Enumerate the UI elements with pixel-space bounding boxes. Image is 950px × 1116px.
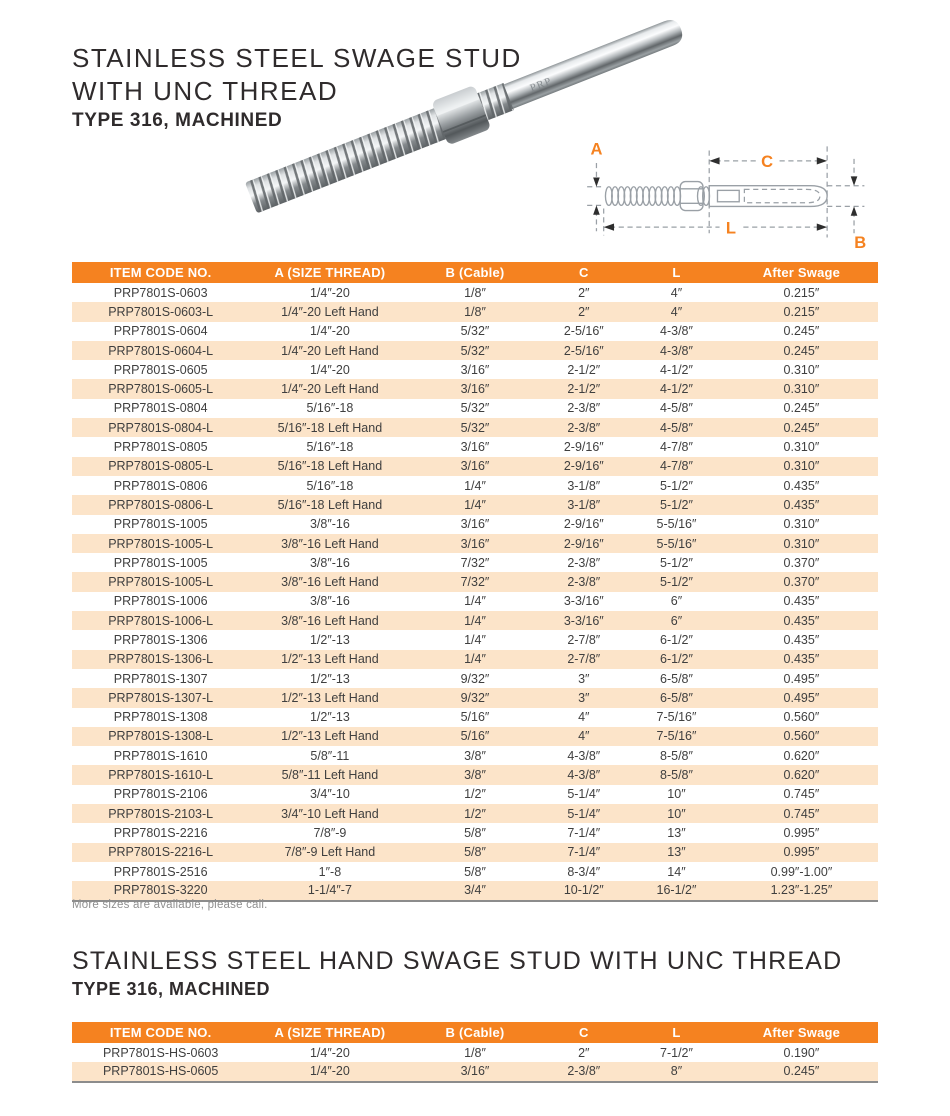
table-cell: 3/16″ xyxy=(460,1064,490,1079)
table-row xyxy=(72,1043,878,1062)
column-header: A (SIZE THREAD) xyxy=(249,1022,410,1043)
table-cell: 6″ xyxy=(670,594,683,609)
table-cell: 2-3/8″ xyxy=(567,401,601,416)
table-cell: 3/4″ xyxy=(464,883,486,898)
table-row xyxy=(72,611,878,630)
table-cell: 0.370″ xyxy=(783,575,820,590)
table-row xyxy=(72,572,878,591)
table-cell: PRP7801S-0604 xyxy=(113,324,208,339)
table-cell: 1/2″-13 xyxy=(309,710,350,725)
table-cell: 3/8″-16 Left Hand xyxy=(281,575,379,590)
table-cell: PRP7801S-0603 xyxy=(113,285,208,300)
table-cell: 4″ xyxy=(670,304,683,319)
table-cell: 8-5/8″ xyxy=(660,768,693,783)
table-cell: 13″ xyxy=(667,845,686,860)
table-cell: 9/32″ xyxy=(460,671,490,686)
table-cell: 1/2″ xyxy=(464,787,486,802)
table-cell: 5/16″-18 xyxy=(306,478,354,493)
table-cell: 3/8″ xyxy=(464,768,486,783)
table-cell: 7/32″ xyxy=(460,555,490,570)
table-cell: 3/16″ xyxy=(460,382,490,397)
table-cell: 3-1/8″ xyxy=(567,497,601,512)
table-cell: 0.245″ xyxy=(783,1064,820,1079)
table-cell: 4-1/2″ xyxy=(660,382,693,397)
table-cell: 4-5/8″ xyxy=(660,401,693,416)
table-cell: 0.245″ xyxy=(783,420,820,435)
dimension-diagram xyxy=(583,136,883,252)
table-row xyxy=(72,727,878,746)
table-cell: PRP7801S-0804 xyxy=(113,401,208,416)
table-cell: 5/16″ xyxy=(460,710,490,725)
table-row xyxy=(72,862,878,881)
table-cell: 0.560″ xyxy=(783,729,820,744)
table-cell: 0.99″-1.00″ xyxy=(770,864,833,879)
table-cell: 2″ xyxy=(578,1045,590,1060)
table-cell: 4-3/8″ xyxy=(567,768,601,783)
section2-title-block xyxy=(72,946,842,1001)
table-cell: 0.435″ xyxy=(783,497,820,512)
more-sizes-note: More sizes are available, please call. xyxy=(72,899,268,911)
table-cell: 0.435″ xyxy=(783,594,820,609)
dim-label-b: B xyxy=(854,232,867,252)
table-cell: 5-1/4″ xyxy=(567,787,601,802)
table-cell: 3/16″ xyxy=(460,536,490,551)
table-cell: 4-7/8″ xyxy=(660,459,693,474)
table-cell: 2-9/16″ xyxy=(563,536,604,551)
table-cell: 1/4″ xyxy=(464,594,486,609)
table-cell: 0.215″ xyxy=(783,304,820,319)
page-subtitle: TYPE 316, MACHINED xyxy=(72,110,283,131)
table-cell: 2-5/16″ xyxy=(563,324,604,339)
table-row xyxy=(72,650,878,669)
table-cell: 0.745″ xyxy=(783,787,820,802)
table-cell: 5/8″-11 Left Hand xyxy=(281,768,379,783)
table-cell: PRP7801S-HS-0605 xyxy=(102,1064,219,1079)
diagram-threaded-rod xyxy=(605,187,709,206)
table-cell: 0.310″ xyxy=(783,382,820,397)
table-cell: 0.435″ xyxy=(783,613,820,628)
table-cell: PRP7801S-0805 xyxy=(113,440,208,455)
table-cell: PRP7801S-1005 xyxy=(113,555,208,570)
table-cell: 2-3/8″ xyxy=(567,575,601,590)
table-cell: 4″ xyxy=(578,710,590,725)
table-header-row xyxy=(72,1022,878,1043)
table-cell: 1″-8 xyxy=(318,864,342,879)
table-cell: 2-7/8″ xyxy=(567,632,601,647)
column-header: C xyxy=(539,1022,628,1043)
table-cell: PRP7801S-HS-0603 xyxy=(102,1045,219,1060)
table-cell: 1/4″ xyxy=(464,478,486,493)
table-cell: 5/16″-18 Left Hand xyxy=(277,420,383,435)
table-cell: 2-5/16″ xyxy=(563,343,604,358)
table-cell: 3/16″ xyxy=(460,517,490,532)
table-cell: PRP7801S-1308-L xyxy=(108,729,214,744)
table-cell: 8″ xyxy=(670,1064,683,1079)
table-cell: 4-3/8″ xyxy=(660,343,693,358)
table-cell: 0.245″ xyxy=(783,343,820,358)
dim-label-a: A xyxy=(590,139,603,159)
table-cell: 2″ xyxy=(578,304,590,319)
table-cell: 1/4″ xyxy=(464,652,486,667)
table-cell: 1/4″-20 Left Hand xyxy=(281,382,379,397)
table-cell: 1/2″ xyxy=(464,806,486,821)
table-cell: 2-3/8″ xyxy=(567,420,601,435)
table-row xyxy=(72,630,878,649)
table-cell: 0.215″ xyxy=(783,285,820,300)
table-cell: 1/4″-20 Left Hand xyxy=(281,304,379,319)
table-cell: 0.620″ xyxy=(783,768,820,783)
table-cell: PRP7801S-0605-L xyxy=(108,382,214,397)
column-header: L xyxy=(628,1022,725,1043)
stamp-text: PRP xyxy=(528,75,554,95)
section2-title: STAINLESS STEEL HAND SWAGE STUD WITH UNC THREAD xyxy=(72,947,843,975)
table-cell: 3/8″-16 xyxy=(309,517,350,532)
table-cell: 7-1/2″ xyxy=(660,1045,693,1060)
table-row xyxy=(72,341,878,360)
dim-label-l: L xyxy=(725,218,736,238)
table-cell: 1/4″ xyxy=(464,497,486,512)
column-header: B (Cable) xyxy=(411,1022,540,1043)
table-cell: 3/8″-16 Left Hand xyxy=(281,613,379,628)
table-cell: 3/8″-16 xyxy=(309,594,350,609)
table-row xyxy=(72,360,878,379)
table-cell: 0.995″ xyxy=(783,825,820,840)
table-cell: 5-1/2″ xyxy=(660,575,693,590)
table-cell: 0.370″ xyxy=(783,555,820,570)
table-cell: 1/8″ xyxy=(464,304,486,319)
page-title-line2: WITH UNC THREAD xyxy=(72,76,339,106)
table-cell: 5-5/16″ xyxy=(656,536,697,551)
table-cell: 4-7/8″ xyxy=(660,440,693,455)
table-row xyxy=(72,1062,878,1081)
table-cell: 5/16″-18 Left Hand xyxy=(277,459,383,474)
table-cell: PRP7801S-0806-L xyxy=(108,497,214,512)
table-cell: 1/4″-20 xyxy=(309,362,350,377)
table-row xyxy=(72,437,878,456)
table-cell: 2-7/8″ xyxy=(567,652,601,667)
table-cell: 0.560″ xyxy=(783,710,820,725)
table-cell: 2-1/2″ xyxy=(567,362,601,377)
table-cell: 3-1/8″ xyxy=(567,478,601,493)
table-row xyxy=(72,379,878,398)
table-cell: PRP7801S-0804-L xyxy=(108,420,214,435)
table-cell: 10″ xyxy=(667,806,686,821)
table-cell: PRP7801S-1307 xyxy=(113,671,208,686)
table-row xyxy=(72,592,878,611)
table-cell: 8-5/8″ xyxy=(660,748,693,763)
table-cell: 0.310″ xyxy=(783,440,820,455)
table-cell: 1/4″-20 xyxy=(309,324,350,339)
table-cell: 0.745″ xyxy=(783,806,820,821)
table-cell: 14″ xyxy=(667,864,686,879)
table-cell: 1/8″ xyxy=(464,1045,486,1060)
table-cell: 3/8″-16 Left Hand xyxy=(281,536,379,551)
table-cell: 1/4″ xyxy=(464,613,486,628)
table-row xyxy=(72,765,878,784)
table-cell: PRP7801S-0604-L xyxy=(108,343,214,358)
table-cell: 2-9/16″ xyxy=(563,440,604,455)
table-cell: 2″ xyxy=(578,285,590,300)
table-row xyxy=(72,515,878,534)
table-row xyxy=(72,399,878,418)
table-cell: 4″ xyxy=(670,285,683,300)
table-cell: 3/8″ xyxy=(464,748,486,763)
table-cell: 3/4″-10 xyxy=(309,787,350,802)
table-cell: 4-3/8″ xyxy=(660,324,693,339)
table-cell: PRP7801S-0605 xyxy=(113,362,208,377)
table-cell: 2-3/8″ xyxy=(567,1064,601,1079)
table-row xyxy=(72,708,878,727)
table-cell: 3/8″-16 xyxy=(309,555,350,570)
table-row xyxy=(72,804,878,823)
table-cell: PRP7801S-2106 xyxy=(113,787,208,802)
table-cell: 0.495″ xyxy=(783,690,820,705)
table-row xyxy=(72,553,878,572)
table-cell: 3/16″ xyxy=(460,440,490,455)
table-row xyxy=(72,495,878,514)
table-cell: 4-5/8″ xyxy=(660,420,693,435)
table-cell: 1/4″-20 Left Hand xyxy=(281,343,379,358)
table-cell: 7-1/4″ xyxy=(567,825,601,840)
table-cell: 7-1/4″ xyxy=(567,845,601,860)
table-cell: PRP7801S-1006-L xyxy=(108,613,214,628)
column-header: After Swage xyxy=(725,262,878,283)
table-cell: 5-1/2″ xyxy=(660,497,693,512)
table-cell: 1/4″-20 xyxy=(309,1064,350,1079)
table-cell: PRP7801S-1006 xyxy=(113,594,208,609)
table-cell: 1-1/4″-7 xyxy=(307,883,352,898)
table-cell: 1/4″ xyxy=(464,632,486,647)
table-row xyxy=(72,785,878,804)
table-cell: 0.245″ xyxy=(783,401,820,416)
table-cell: 1/2″-13 xyxy=(309,671,350,686)
table-cell: 0.435″ xyxy=(783,478,820,493)
table-row xyxy=(72,669,878,688)
column-header: A (SIZE THREAD) xyxy=(249,262,410,283)
table-cell: 5/32″ xyxy=(460,343,490,358)
section2-subtitle: TYPE 316, MACHINED xyxy=(72,979,271,999)
table-cell: 3″ xyxy=(578,671,590,686)
table-cell: PRP7801S-0806 xyxy=(113,478,208,493)
table-cell: 2-9/16″ xyxy=(563,459,604,474)
table-cell: 3-3/16″ xyxy=(563,594,604,609)
table-cell: 5-1/2″ xyxy=(660,555,693,570)
table-cell: 5/16″ xyxy=(460,729,490,744)
column-header: ITEM CODE NO. xyxy=(72,1022,249,1043)
table-row xyxy=(72,418,878,437)
table-cell: 3/16″ xyxy=(460,459,490,474)
page-title-line1: STAINLESS STEEL SWAGE STUD xyxy=(72,43,522,73)
table-cell: 1/2″-13 xyxy=(309,632,350,647)
swage-stud-spec-table xyxy=(72,262,878,902)
table-cell: 7/8″-9 Left Hand xyxy=(284,845,376,860)
table-cell: 4″ xyxy=(578,729,590,744)
table-cell: 6-5/8″ xyxy=(660,690,693,705)
table-cell: 5/32″ xyxy=(460,420,490,435)
table-cell: 5/8″ xyxy=(464,845,486,860)
table-row xyxy=(72,534,878,553)
table-cell: 1/4″-20 xyxy=(309,285,350,300)
table-cell: PRP7801S-3220 xyxy=(113,883,208,898)
table-cell: 7-5/16″ xyxy=(656,710,697,725)
table-cell: 5/16″-18 xyxy=(306,401,354,416)
table-cell: PRP7801S-1306 xyxy=(113,632,208,647)
table-cell: 16-1/2″ xyxy=(656,883,697,898)
table-row xyxy=(72,843,878,862)
diagram-nut xyxy=(680,182,703,211)
table-cell: PRP7801S-1610 xyxy=(113,748,208,763)
table-cell: 5/16″-18 Left Hand xyxy=(277,497,383,512)
table-cell: 1/2″-13 Left Hand xyxy=(281,690,379,705)
table-cell: 0.190″ xyxy=(783,1045,820,1060)
table-cell: 0.310″ xyxy=(783,536,820,551)
table-cell: PRP7801S-1005 xyxy=(113,517,208,532)
table-row xyxy=(72,476,878,495)
table-cell: 3/4″-10 Left Hand xyxy=(281,806,379,821)
hand-swage-stud-spec-table xyxy=(72,1022,878,1083)
table-cell: 0.245″ xyxy=(783,324,820,339)
table-row xyxy=(72,746,878,765)
table-cell: 2-1/2″ xyxy=(567,382,601,397)
table-cell: 5-1/2″ xyxy=(660,478,693,493)
table-row xyxy=(72,457,878,476)
table-cell: PRP7801S-2216 xyxy=(113,825,208,840)
table-cell: PRP7801S-1306-L xyxy=(108,652,214,667)
dim-label-c: C xyxy=(761,152,774,172)
table-cell: 5/16″-18 xyxy=(306,440,354,455)
table-cell: 2-9/16″ xyxy=(563,517,604,532)
table-cell: 13″ xyxy=(667,825,686,840)
table-cell: 6-1/2″ xyxy=(660,652,693,667)
table-cell: 7-5/16″ xyxy=(656,729,697,744)
table-header-row xyxy=(72,262,878,283)
column-header: B (Cable) xyxy=(411,262,540,283)
table-cell: 10″ xyxy=(667,787,686,802)
table-cell: PRP7801S-0603-L xyxy=(108,304,214,319)
table-row xyxy=(72,688,878,707)
table-row xyxy=(72,881,878,900)
table-cell: PRP7801S-1308 xyxy=(113,710,208,725)
table-cell: 0.620″ xyxy=(783,748,820,763)
table-cell: PRP7801S-1610-L xyxy=(108,768,214,783)
table-cell: PRP7801S-2103-L xyxy=(108,806,214,821)
table-cell: 5/32″ xyxy=(460,324,490,339)
table-cell: PRP7801S-1307-L xyxy=(108,690,214,705)
table-cell: 1/8″ xyxy=(464,285,486,300)
table-cell: PRP7801S-0805-L xyxy=(108,459,214,474)
table-cell: 5/32″ xyxy=(460,401,490,416)
table-cell: 0.435″ xyxy=(783,632,820,647)
column-header: ITEM CODE NO. xyxy=(72,262,249,283)
table-cell: 6-1/2″ xyxy=(660,632,693,647)
table-cell: 5/8″ xyxy=(464,864,486,879)
table-cell: 4-3/8″ xyxy=(567,748,601,763)
table-cell: 3-3/16″ xyxy=(563,613,604,628)
column-header: After Swage xyxy=(725,1022,878,1043)
table-cell: 7/8″-9 xyxy=(313,825,347,840)
table-cell: 6-5/8″ xyxy=(660,671,693,686)
table-cell: 5/8″-11 xyxy=(310,748,350,763)
table-cell: 5-5/16″ xyxy=(656,517,697,532)
table-cell: PRP7801S-1005-L xyxy=(108,575,214,590)
table-cell: 5-1/4″ xyxy=(567,806,601,821)
table-cell: 5/8″ xyxy=(464,825,486,840)
table-row xyxy=(72,302,878,321)
column-header: L xyxy=(628,262,725,283)
table-cell: 1.23″-1.25″ xyxy=(770,883,833,898)
table-cell: 0.495″ xyxy=(783,671,820,686)
table-cell: 3/16″ xyxy=(460,362,490,377)
table-cell: PRP7801S-2516 xyxy=(113,864,208,879)
table-cell: 10-1/2″ xyxy=(563,883,604,898)
table-cell: 3″ xyxy=(578,690,590,705)
table-cell: 0.310″ xyxy=(783,459,820,474)
table-cell: 8-3/4″ xyxy=(567,864,601,879)
table-row xyxy=(72,823,878,842)
table-cell: 1/4″-20 xyxy=(309,1045,350,1060)
table-cell: 0.435″ xyxy=(783,652,820,667)
table-cell: 0.995″ xyxy=(783,845,820,860)
table-cell: 2-3/8″ xyxy=(567,555,601,570)
table-cell: 7/32″ xyxy=(460,575,490,590)
table-row xyxy=(72,283,878,302)
table-cell: 6″ xyxy=(670,613,683,628)
table-cell: 0.310″ xyxy=(783,517,820,532)
table-cell: PRP7801S-1005-L xyxy=(108,536,214,551)
table-cell: 9/32″ xyxy=(460,690,490,705)
table-cell: PRP7801S-2216-L xyxy=(108,845,214,860)
table-cell: 1/2″-13 Left Hand xyxy=(281,729,379,744)
column-header: C xyxy=(539,262,628,283)
table-cell: 4-1/2″ xyxy=(660,362,693,377)
table-cell: 1/2″-13 Left Hand xyxy=(281,652,379,667)
table-row xyxy=(72,322,878,341)
table-cell: 0.310″ xyxy=(783,362,820,377)
